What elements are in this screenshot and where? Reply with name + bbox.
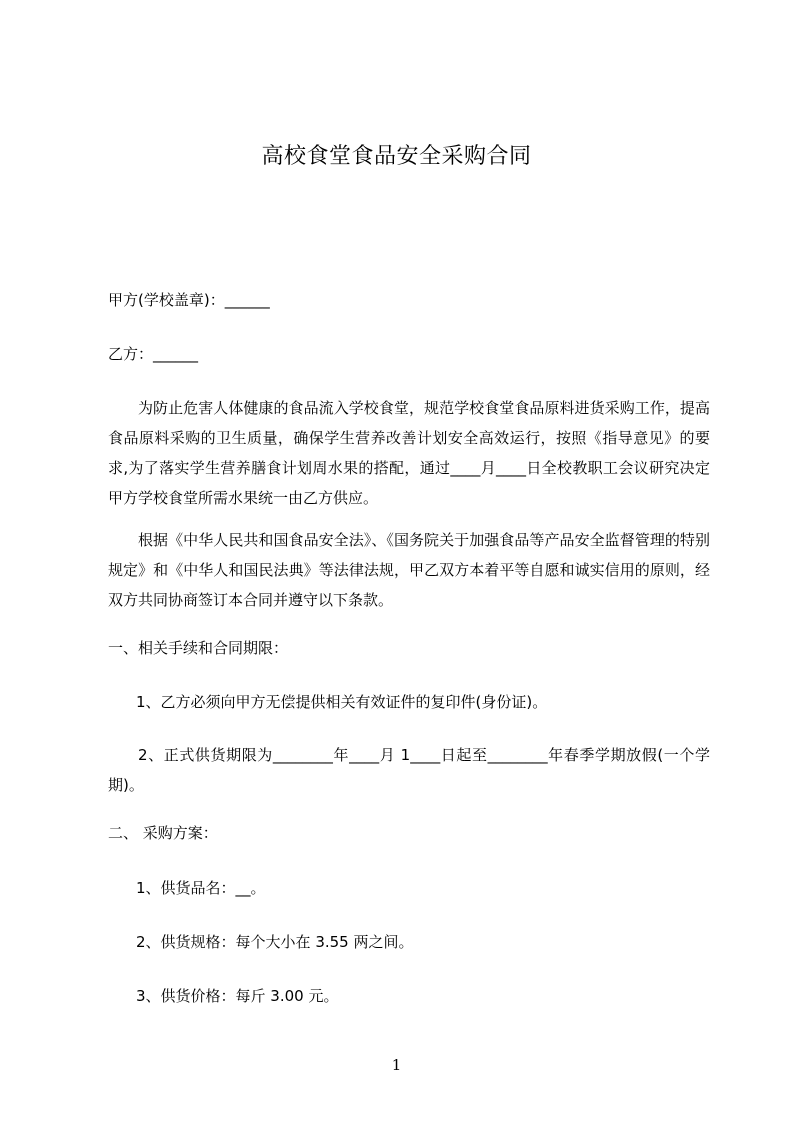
section-2-item-1: 1、供货品名：__。 [136, 879, 266, 897]
section-1-item-2: 2、正式供货期限为________年____月 1____日起至________年春季学期放假(一个学期)。 [108, 746, 710, 794]
section-2-heading: 二、 采购方案： [108, 824, 218, 842]
page-number: 1 [391, 1056, 402, 1074]
party-a-line: 甲方(学校盖章)：______ [108, 291, 270, 309]
section-2-item-2: 2、供货规格：每个大小在 3.55 两之间。 [136, 933, 414, 951]
section-1-item-1: 1、乙方必须向甲方无偿提供相关有效证件的复印件(身份证)。 [136, 693, 548, 711]
legal-basis-paragraph: 根据《中华人民共和国食品安全法》、《国务院关于加强食品等产品安全监督管理的特别规定》和《中华人和国民法典》等法律法规，甲乙双方本着平等自愿和诚实信用的原则，经双方共同协商签订本合同并遵守以下条款。 [108, 531, 710, 609]
document-title: 高校食堂食品安全采购合同 [261, 144, 532, 169]
party-b-line: 乙方：______ [108, 345, 199, 363]
section-1-heading: 一、相关手续和合同期限： [108, 639, 289, 657]
intro-paragraph: 为防止危害人体健康的食品流入学校食堂，规范学校食堂食品原料进货采购工作，提高食品原料采购的卫生质量，确保学生营养改善计划安全高效运行，按照《指导意见》的要求,为了落实学生营养膳食计划周水果的搭配，通过____月____日全校教职工会议研究决定甲方学校食堂所需水果统一由乙方供应。 [108, 399, 710, 507]
section-2-item-3: 3、供货价格：每斤 3.00 元。 [136, 987, 339, 1005]
